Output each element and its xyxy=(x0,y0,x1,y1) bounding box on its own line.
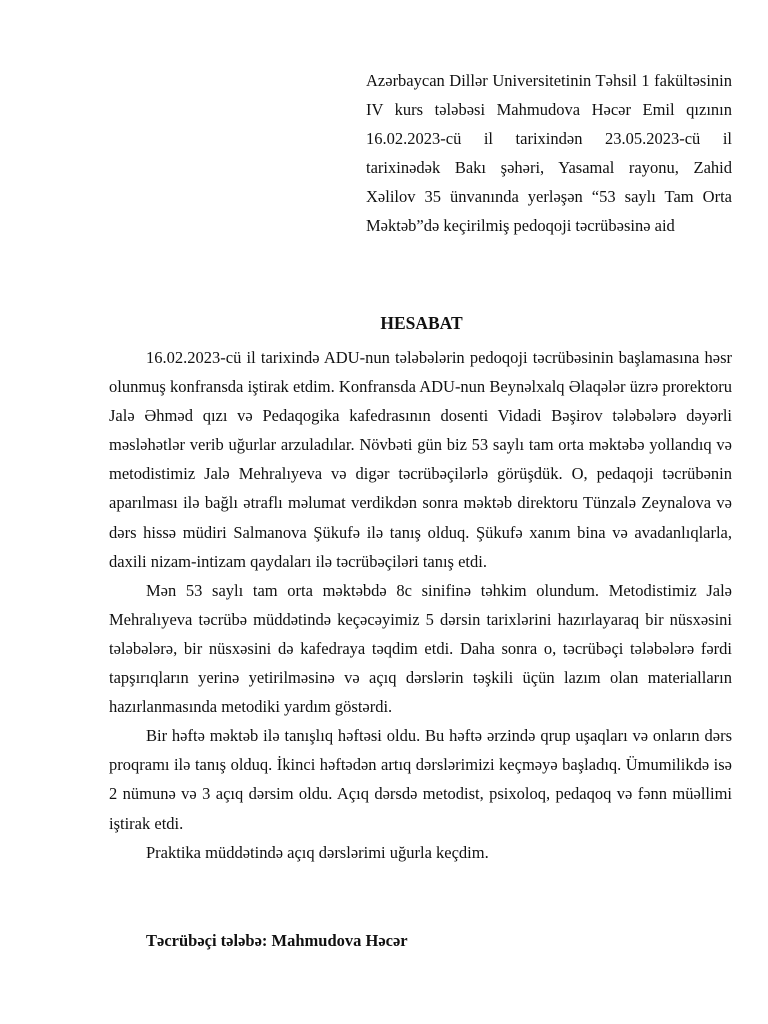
body-paragraph-2: Mən 53 saylı tam orta məktəbdə 8c sinifinə təhkim olundum. Metodistimiz Jalə Mehralıyeva təcrübə müddətində keçəcəyimiz 5 dərsin tarixlərini hazırlayaraq bir nüsxəsini tələbələrə, bir nüsxəsini də kafedraya təqdim etdi. Daha sonra o, təcrübəçi tələbələrə fərdi tapşırıqların yerinə yetirilməsinə və açıq dərslərin təşkili üçün lazım olan materialların hazırlanmasında metodiki yardım göstərdi. xyxy=(109,580,732,717)
document-title: HESABAT xyxy=(380,313,463,333)
signature-line: Təcrübəçi tələbə: Mahmudova Həcər xyxy=(146,931,408,950)
body-paragraph-3: Bir həftə məktəb ilə tanışlıq həftəsi oldu. Bu həftə ərzində qrup uşaqları və onların dərs proqramı ilə tanış olduq. İkinci həftədən artıq dərslərimizi keçməyə başladıq. Ümumilikdə isə 2 nümunə və 3 açıq dərsim oldu. Açıq dərsdə metodist, psixoloq, pedaqoq və fənn müəllimi iştirak etdi. xyxy=(109,726,732,833)
body-paragraph-1: 16.02.2023-cü il tarixində ADU-nun tələbələrin pedoqoji təcrübəsinin başlamasına həsr olunmuş konfransda iştirak etdim. Konfransda ADU-nun Beynəlxalq Əlaqələr üzrə prorektoru Jalə Əhməd qızı və Pedaqogika kafedrasının dosenti Vidadi Bəşirov tələbələrə dəyərli məsləhətlər verib uğurlar arzuladılar. Növbəti gün biz 53 saylı tam orta məktəbə yollandıq və metodistimiz Jalə Mehralıyeva və digər təcrübəçilərlə görüşdük. O, pedaqoji təcrübənin aparılması ilə bağlı ətraflı məlumat verdikdən sonra məktəb direktoru Tünzalə Zeynalova və dərs hissə müdiri Salmanova Şükufə ilə tanış olduq. Şükufə xanım bina və avadanlıqlarla, daxili nizam-intizam qaydaları ilə təcrübəçiləri tanış etdi. xyxy=(109,348,732,571)
addressee-block: Azərbaycan Dillər Universitetinin Təhsil 1 fakültəsinin IV kurs tələbəsi Mahmudova Həcər Emil qızının 16.02.2023-cü il tarixindən 23.05.2023-cü il tarixinədək Bakı şəhəri, Yasamal rayonu, Zahid Xəlilov 35 ünvanında yerləşən “53 saylı Tam Orta Məktəb”də keçirilmiş pedoqoji təcrübəsinə aid xyxy=(366,71,732,235)
report-body xyxy=(109,343,732,867)
body-paragraph-4: Praktika müddətində açıq dərslərimi uğurla keçdim. xyxy=(146,842,489,862)
